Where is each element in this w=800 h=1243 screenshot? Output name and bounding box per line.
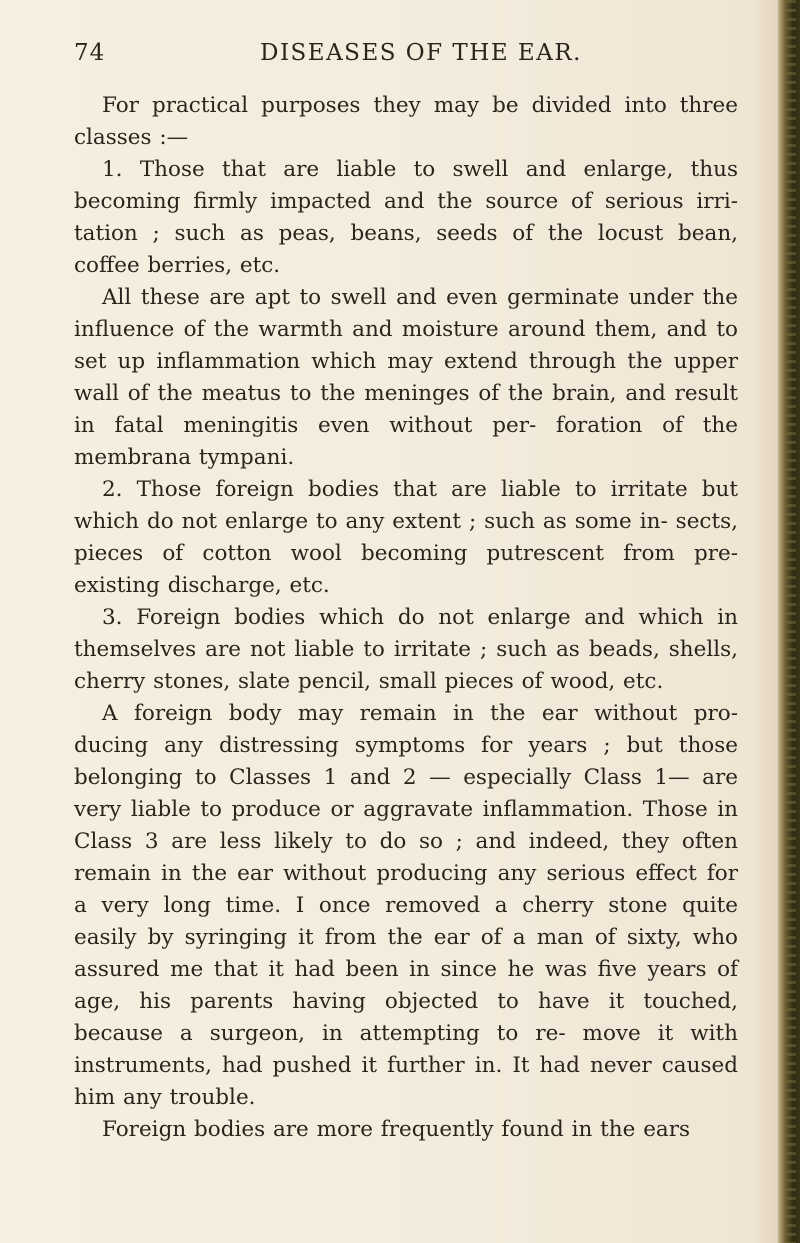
running-title: DISEASES OF THE EAR. xyxy=(260,40,582,66)
paragraph-swell-note: All these are apt to swell and even germinate under the influence of the warmth and moisture around them, and to set up inflammation which may extend through the upper wall of the meatus to the meninges of the brain, and result in fatal meningitis even without per- foration of the membrana tympani. xyxy=(74,285,738,470)
body-text xyxy=(74,90,738,1146)
page-edge-texture xyxy=(786,0,796,1243)
page-number: 74 xyxy=(74,40,106,66)
paragraph-remain-in-ear: A foreign body may remain in the ear without pro- ducing any distressing symptoms for years ; but those belonging to Classes 1 and 2 — especially Class 1— are very liable to produce or aggravate inflammation. Those in Class 3 are less likely to do so ; and indeed, they often remain in the ear without producing any serious effect for a very long time. I once removed a cherry stone quite easily by syringing it from the ear of a man of sixty, who assured me that it had been in since he was five years of age, his parents having objected to have it touched, because a surgeon, in attempting to re- move it with instruments, had pushed it further in. It had never caused him any trouble. xyxy=(74,701,738,1110)
paragraph-intro: For practical purposes they may be divided into three classes :— xyxy=(74,93,738,150)
page-header xyxy=(50,40,750,76)
paragraph-class-2: 2. Those foreign bodies that are liable to irritate but which do not enlarge to any extent ; such as some in- sects, pieces of cotton wool becoming putrescent from pre-existing discharge, etc. xyxy=(74,477,738,598)
paragraph-class-3: 3. Foreign bodies which do not enlarge and which in themselves are not liable to irritate ; such as beads, shells, cherry stones, slate pencil, small pieces of wood, etc. xyxy=(74,605,738,694)
paragraph-frequency: Foreign bodies are more frequently found in the ears xyxy=(102,1117,691,1142)
paragraph-class-1: 1. Those that are liable to swell and enlarge, thus becoming firmly impacted and the source of serious irri- tation ; such as peas, beans, seeds of the locust bean, coffee berries, etc. xyxy=(74,157,738,278)
